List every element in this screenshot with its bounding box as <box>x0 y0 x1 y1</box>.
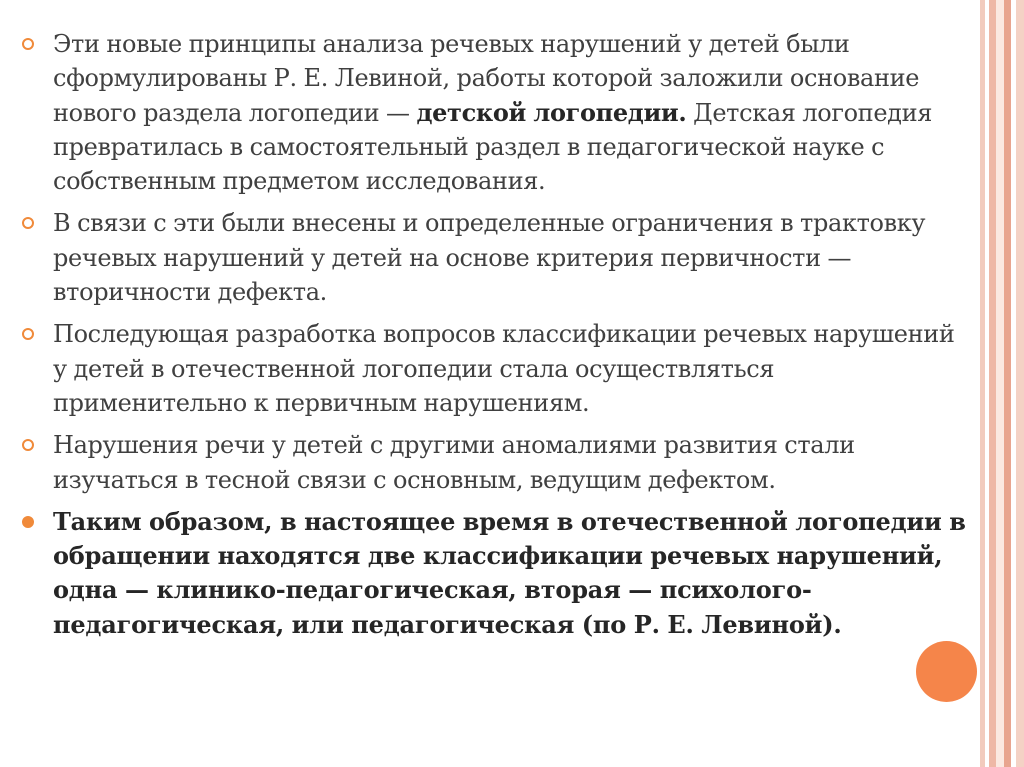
bullet-marker-icon <box>22 217 34 229</box>
bullet-item-3 <box>22 317 972 420</box>
bullet-marker-icon <box>22 328 34 340</box>
decorative-side-stripe <box>980 0 1024 767</box>
bullet-marker-filled-icon <box>22 516 34 528</box>
bullet-1-text-end: Детская логопедия превратилась в самостоятельный раздел в педагогической науке с собственным предметом исследования. <box>53 98 933 196</box>
bullet-5-text: Таким образом, в настоящее время в отечественной логопедии в обращении находятся две классификации речевых нарушений, одна — клинико-педагогическая, вторая — психолого-педагогическая, или педагогическая (по Р. Е. Левиной). <box>53 506 966 639</box>
bullet-list <box>22 27 972 650</box>
bullet-1-bold-term: детской логопедии. <box>416 97 687 127</box>
bullet-3-text: Последующая разработка вопросов классификации речевых нарушений у детей в отечественной логопедии стала осуществляться применительно к первичным нарушениям. <box>53 320 955 417</box>
stripe-3 <box>989 0 996 767</box>
stripe-5 <box>1004 0 1011 767</box>
decorative-orange-circle <box>916 641 977 702</box>
bullet-1-text-start: Эти новые принципы анализа речевых нарушений у детей были сформулированы Р. Е. Левиной, работы которой заложили основание нового раздела логопедии — <box>53 30 920 127</box>
bullet-marker-icon <box>22 439 34 451</box>
bullet-marker-icon <box>22 38 34 50</box>
bullet-item-1 <box>22 27 972 198</box>
bullet-item-2 <box>22 206 972 309</box>
bullet-4-text: Нарушения речи у детей с другими аномалиями развития стали изучаться в тесной связи с основным, ведущим дефектом. <box>53 431 855 494</box>
bullet-2-text: В связи с эти были внесены и определенные ограничения в трактовку речевых нарушений у детей на основе критерия первичности — вторичности дефекта. <box>53 209 926 307</box>
bullet-item-5 <box>22 505 972 642</box>
bullet-item-4 <box>22 428 972 497</box>
stripe-7 <box>1016 0 1024 767</box>
stripe-4 <box>996 0 1004 767</box>
